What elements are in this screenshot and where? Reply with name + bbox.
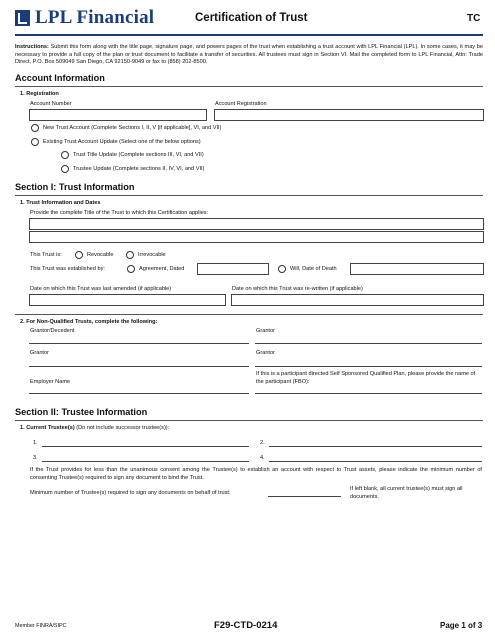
grantor-line-3[interactable] — [255, 366, 482, 367]
trustee-line-1[interactable] — [42, 446, 249, 447]
trustee-line-2[interactable] — [269, 446, 482, 447]
title-update-label: Trust Title Update (Complete sections III, VI, and VII) — [73, 152, 204, 158]
revocable-label: Revocable — [87, 252, 114, 258]
trustee-number-2: 2. — [260, 440, 265, 446]
irrevocable-radio[interactable] — [126, 251, 134, 259]
will-date-label: Will, Date of Death — [290, 266, 337, 272]
new-trust-label: New Trust Account (Complete Sections I, II, V [if applicable], VI, and VII) — [43, 125, 222, 131]
form-code: TC — [467, 13, 481, 24]
new-trust-radio[interactable] — [31, 124, 39, 132]
existing-trust-radio[interactable] — [31, 138, 39, 146]
trustee-line-3[interactable] — [42, 461, 249, 462]
will-date-field[interactable] — [350, 263, 484, 275]
amended-date-field[interactable] — [29, 294, 226, 306]
established-by-label: This Trust was established by: — [30, 266, 105, 272]
trust-info-dates-label: 1. Trust Information and Dates — [20, 200, 101, 206]
trustee-update-radio[interactable] — [61, 165, 69, 173]
existing-trust-label: Existing Trust Account Update (Select one of the below options) — [43, 139, 201, 145]
employer-name-line[interactable] — [29, 393, 249, 394]
account-registration-label: Account Registration — [215, 101, 267, 107]
account-registration-field[interactable] — [214, 109, 484, 121]
section-divider — [15, 420, 483, 421]
section1-heading: Section I: Trust Information — [15, 182, 135, 192]
form-id: F29-CTD-0214 — [214, 620, 278, 631]
trustee-line-4[interactable] — [269, 461, 482, 462]
rewritten-date-field[interactable] — [231, 294, 484, 306]
revocable-radio[interactable] — [75, 251, 83, 259]
subsection-divider — [15, 314, 483, 315]
agreement-date-field[interactable] — [197, 263, 269, 275]
member-finra: Member FINRA/SIPC — [15, 623, 67, 629]
trustee-number-4: 4. — [260, 455, 265, 461]
trust-title-field-2[interactable] — [29, 231, 484, 243]
header-divider — [15, 34, 483, 36]
trust-title-label: Provide the complete Title of the Trust to which this Certification applies: — [30, 210, 209, 216]
trustee-update-label: Trustee Update (Complete sections II, IV, VI, and VII) — [73, 166, 205, 172]
page-title: Certification of Trust — [195, 12, 308, 24]
title-update-radio[interactable] — [61, 151, 69, 159]
min-trustees-label: Minimum number of Trustee(s) required to sign any documents on behalf of trust: — [30, 490, 231, 496]
grantor-line-1[interactable] — [255, 343, 482, 344]
min-trustees-line[interactable] — [268, 496, 341, 497]
grantor-label-3: Grantor — [256, 350, 275, 356]
lpl-logo-mark — [15, 10, 30, 26]
registration-label: 1. Registration — [20, 91, 59, 97]
current-trustees-label: 1. Current Trustee(s) (Do not include successor trustee(s)): — [20, 425, 170, 431]
grantor-line-2[interactable] — [29, 366, 249, 367]
fbo-name-line[interactable] — [255, 393, 482, 394]
agreement-dated-radio[interactable] — [127, 265, 135, 273]
trustee-number-3: 3. — [33, 455, 38, 461]
section-divider — [15, 86, 483, 87]
trust-is-label: This Trust is: — [30, 252, 62, 258]
blank-note: If left blank, all current trustee(s) must sign all documents. — [350, 486, 463, 500]
fbo-note: If this is a participant directed Self Sponsored Qualified Plan, please provide the name of the participant (FBO): — [256, 371, 476, 385]
amended-date-label: Date on which this Trust was last amended (if applicable) — [30, 286, 172, 292]
section-divider — [15, 195, 483, 196]
grantor-label-2: Grantor — [30, 350, 49, 356]
grantor-decedent-line[interactable] — [29, 343, 249, 344]
instructions: Instructions: Submit this form along with the title page, signature page, and powers pages of the trust when establishing a trust account with LPL Financial (LPL). In some cases, it may be necessary to provide a full copy of the plan or trust document to facilitate a transfer of securities. All trustees must sign in Section VI. Mail the completed form to LPL Financial, Attn: Trade Direct, P.O. Box 509049 San Diego, CA 92150-9049 or fax to (858) 202-8500. — [15, 44, 483, 66]
irrevocable-label: Irrevocable — [138, 252, 166, 258]
grantor-label-1: Grantor — [256, 328, 275, 334]
consent-text: If the Trust provides for less than the unanimous consent among the Trustee(s) to establish an account with respect to Trust assets, please indicate the minimum number of consenting Trustee(s) required to sign any document to bind the Trust. — [30, 467, 482, 481]
company-logo-text: LPL Financial — [35, 7, 155, 28]
employer-name-label: Employer Name — [30, 379, 71, 385]
account-number-field[interactable] — [29, 109, 207, 121]
trust-title-field-1[interactable] — [29, 218, 484, 230]
account-information-heading: Account Information — [15, 73, 105, 83]
page-number: Page 1 of 3 — [440, 621, 483, 630]
will-date-radio[interactable] — [278, 265, 286, 273]
trustee-number-1: 1. — [33, 440, 38, 446]
agreement-dated-label: Agreement, Dated — [139, 266, 185, 272]
account-number-label: Account Number — [30, 101, 72, 107]
grantor-decedent-label: Grantor/Decedent — [30, 328, 75, 334]
rewritten-date-label: Date on which this Trust was re-written (if applicable) — [232, 286, 363, 292]
section2-heading: Section II: Trustee Information — [15, 407, 148, 417]
non-qualified-label: 2. For Non-Qualified Trusts, complete the following: — [20, 319, 158, 325]
